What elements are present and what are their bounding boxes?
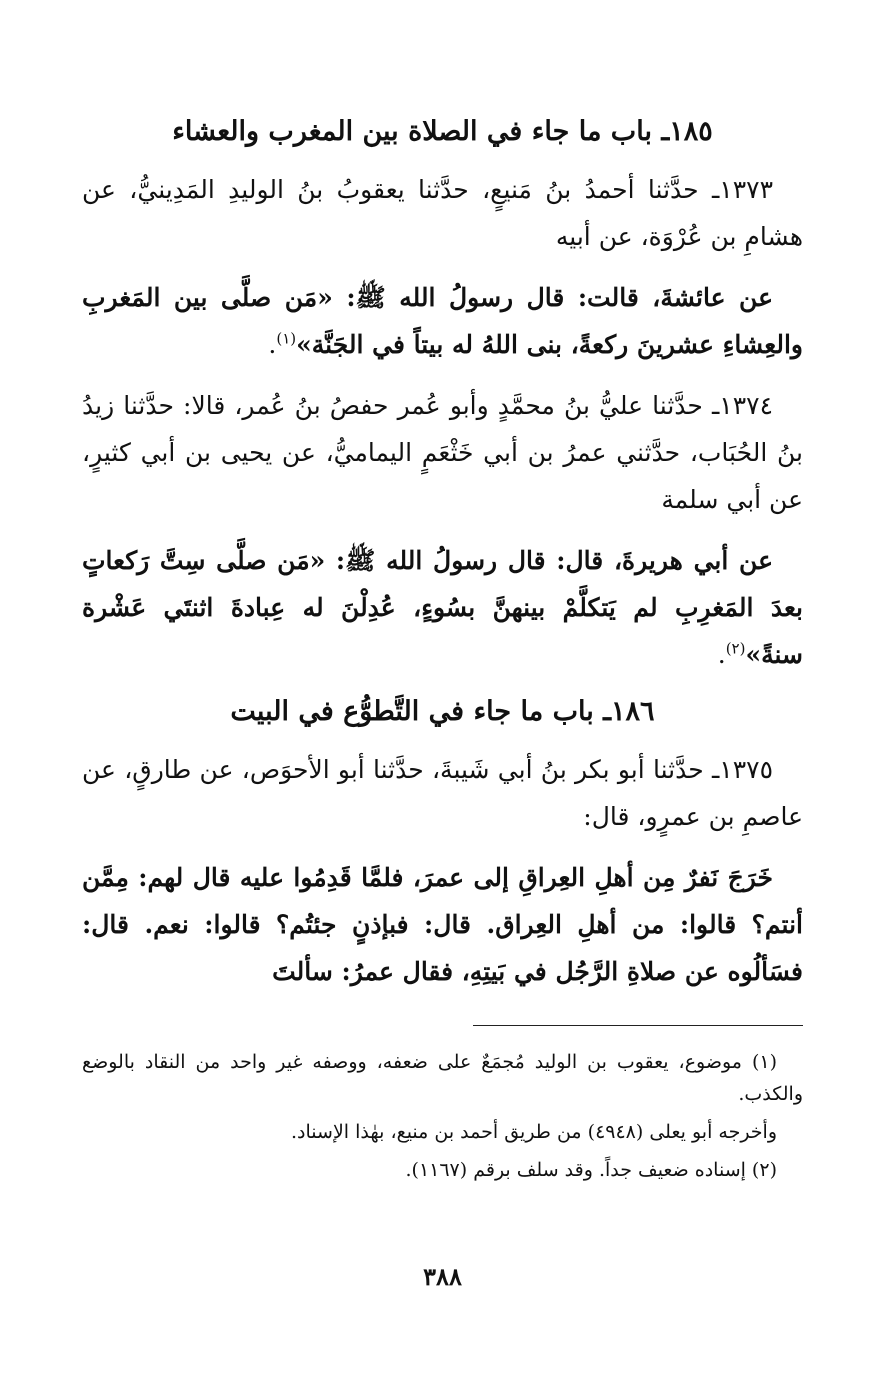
hadith-1373-isnad — [82, 166, 803, 260]
hadith-1375-isnad — [82, 746, 803, 840]
footnote-ref-2: (٢) — [725, 639, 746, 658]
footnote-ref-1: (١) — [276, 329, 297, 348]
hadith-1375-isnad-text: ١٣٧٥ـ حدَّثنا أبو بكر بنُ أبي شَيبةَ، حدَّثنا أبو الأحوَص، عن طارقٍ، عن عاصمِ بن عمرٍو، قال: — [82, 755, 803, 831]
hadith-1374-matn: عن أبي هريرةَ، قال: قال رسولُ الله ﷺ: «مَن صلَّى سِتَّ رَكعاتٍ بعدَ المَغرِبِ لم يَتكلَّمْ بينهنَّ بسُوءٍ، عُدِلْنَ له عِبادةَ اثنتَي عَشْرة سنةً»$^{(٢)}$. — [82, 546, 803, 669]
chapter-heading-186: ١٨٦ـ باب ما جاء في التَّطوُّع في البيت — [230, 696, 655, 727]
hadith-1375-matn-text: خَرَجَ نَفرٌ مِن أهلِ العِراقِ إلى عمرَ، فلمَّا قَدِمُوا عليه قال لهم: مِمَّن أنتم؟ قالوا: من أهلِ العِراق. قال: فبإذنٍ جئتُم؟ قالوا: نعم. قال: فسَألُوه عن صلاةِ الرَّجُل في بَيتِهِ، فقال عمرُ: سألتَ — [82, 863, 803, 986]
hadith-1373-isnad-text: ١٣٧٣ـ حدَّثنا أحمدُ بنُ مَنيعٍ، حدَّثنا يعقوبُ بنُ الوليدِ المَدِينيُّ، عن هشامِ بن عُرْوَة، عن أبيه — [82, 175, 803, 251]
footnote-2: (٢) إسناده ضعيف جداً. وقد سلف برقم (١١٦٧). — [405, 1159, 777, 1181]
hadith-1373-matn: عن عائشةَ، قالت: قال رسولُ الله ﷺ: «مَن صلَّى بين المَغربِ والعِشاءِ عشرينَ ركعةً، بنى اللهُ له بيتاً في الجَنَّة»$^{(١)}$. — [82, 283, 803, 359]
footnote-1-continued: وأخرجه أبو يعلى (٤٩٤٨) من طريق أحمد بن منيع، بهٰذا الإسناد. — [291, 1121, 777, 1143]
hadith-1374-isnad-text: ١٣٧٤ـ حدَّثنا عليُّ بنُ محمَّدٍ وأبو عُمر حفصُ بنُ عُمر، قالا: حدَّثنا زيدُ بنُ الحُبَاب، حدَّثني عمرُ بن أبي خَثْعَمٍ اليماميُّ، عن يحيى بن أبي كثيرٍ، عن أبي سلمة — [82, 391, 803, 514]
footnote-1: (١) موضوع، يعقوب بن الوليد مُجمَعٌ على ضعفه، ووصفه غير واحد من النقاد بالوضع والكذب. — [82, 1051, 803, 1105]
hadith-1373-matn-text: عن عائشةَ، قالت: قال رسولُ الله ﷺ: «مَن صلَّى بين المَغربِ والعِشاءِ عشرينَ ركعةً، بنى اللهُ له بيتاً في الجَنَّة» — [82, 283, 803, 359]
footnote-divider — [473, 1025, 803, 1026]
page-number: ٣٨٨ — [423, 1262, 462, 1291]
hadith-1374-isnad — [82, 382, 803, 523]
chapter-heading-185: ١٨٥ـ باب ما جاء في الصلاة بين المغرب والعشاء — [172, 116, 713, 147]
hadith-1375-matn — [82, 854, 803, 995]
hadith-1374-matn-text: عن أبي هريرةَ، قال: قال رسولُ الله ﷺ: «مَن صلَّى سِتَّ رَكعاتٍ بعدَ المَغرِبِ لم يَتكلَّمْ بينهنَّ بسُوءٍ، عُدِلْنَ له عِبادةَ اثنتَي عَشْرة سنةً» — [82, 546, 803, 669]
